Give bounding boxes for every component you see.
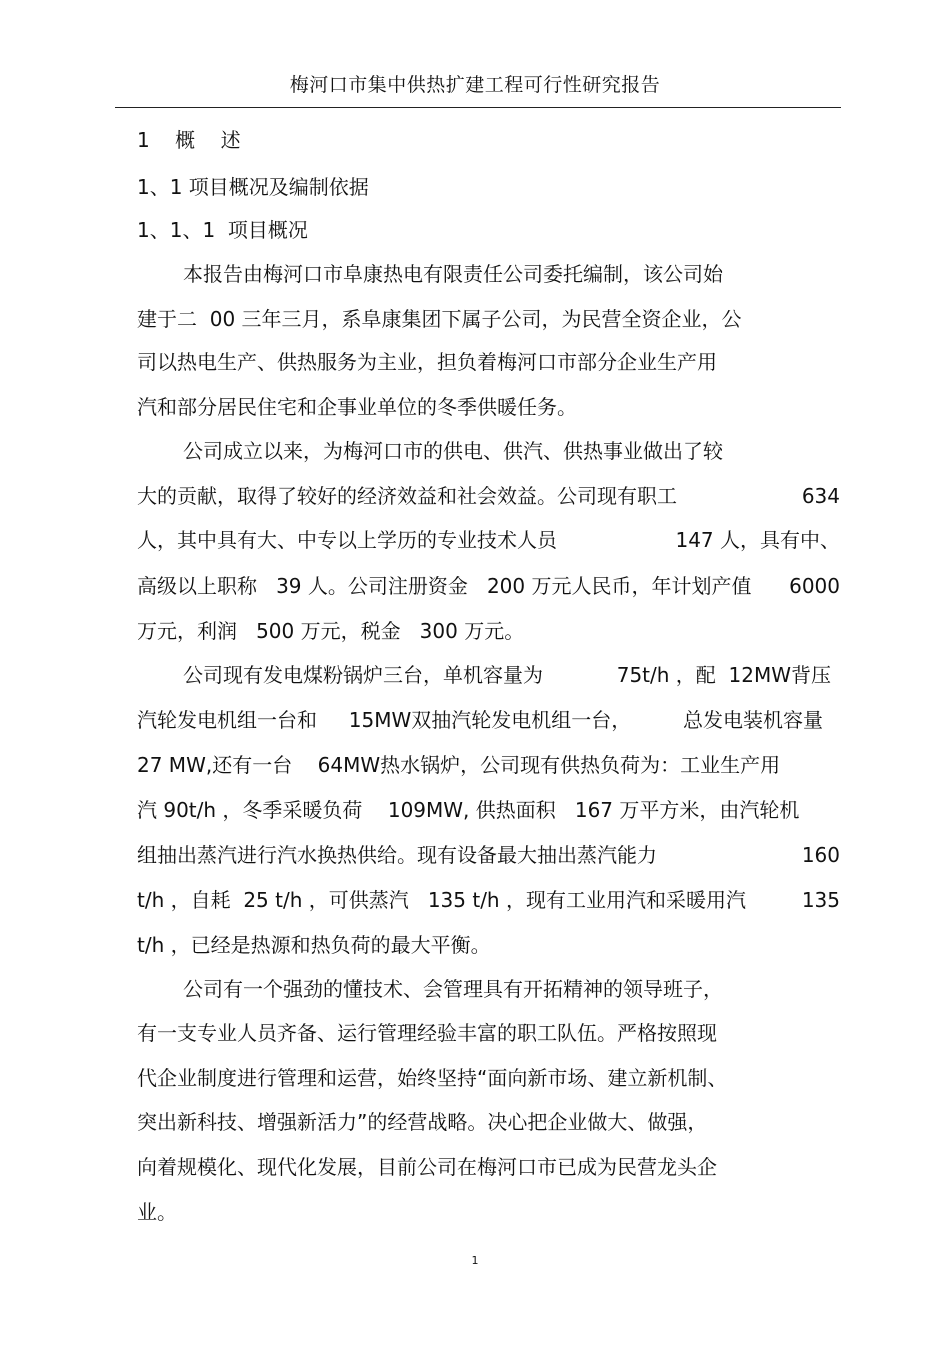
paragraph-line: 有一支专业人员齐备、运行管理经验丰富的职工队伍。严格按照现 — [137, 1021, 717, 1045]
line-number: 135 — [801, 888, 840, 912]
paragraph-line — [137, 845, 840, 865]
line-text: 组抽出蒸汽进行汽水换热供给。现有设备最大抽出蒸汽能力 — [137, 843, 657, 867]
line-text: 公司现有发电煤粉锅炉三台，单机容量为 — [183, 663, 543, 687]
header-rule — [115, 107, 841, 108]
paragraph-line: 汽 90t/h ，冬季采暖负荷 109MW, 供热面积 167 万平方米，由汽轮机 — [137, 798, 800, 822]
section-heading: 1、1 项目概况及编制依据 — [137, 175, 369, 199]
running-header: 梅河口市集中供热扩建工程可行性研究报告 — [289, 74, 661, 96]
paragraph-line — [183, 665, 831, 685]
paragraph-line — [137, 890, 840, 910]
paragraph-line — [137, 486, 840, 506]
subsection-heading: 1、1、1 项目概况 — [137, 218, 308, 242]
line-text: t/h ，自耗 25 t/h ，可供蒸汽 135 t/h ，现有工业用汽和采暖用汽 — [137, 888, 746, 912]
paragraph-line: 汽和部分居民住宅和企事业单位的冬季供暖任务。 — [137, 395, 577, 419]
paragraph-line: 司以热电生产、供热服务为主业，担负着梅河口市部分企业生产用 — [137, 350, 717, 374]
line-number: 160 — [801, 843, 840, 867]
paragraph-line: 突出新科技、增强新活力”的经营战略。决心把企业做大、做强， — [137, 1110, 708, 1134]
line-text: 147 人，具有中、 — [675, 528, 840, 552]
paragraph-line: 本报告由梅河口市阜康热电有限责任公司委托编制，该公司始 — [183, 262, 723, 286]
paragraph-line: 代企业制度进行管理和运营，始终坚持“面向新市场、建立新机制、 — [137, 1066, 728, 1090]
line-text: 大的贡献，取得了较好的经济效益和社会效益。公司现有职工 — [137, 484, 677, 508]
line-text: 总发电装机容量 — [683, 708, 823, 732]
paragraph-line — [137, 530, 840, 550]
line-text: 75t/h ，配 12MW背压 — [616, 663, 831, 687]
paragraph-line: 向着规模化、现代化发展，目前公司在梅河口市已成为民营龙头企 — [137, 1155, 717, 1179]
page-number: 1 — [471, 1254, 479, 1267]
paragraph-line: 公司有一个强劲的懂技术、会管理具有开拓精神的领导班子， — [183, 977, 723, 1001]
paragraph-line: 万元，利润 500 万元，税金 300 万元。 — [137, 619, 525, 643]
line-number: 6000 — [789, 574, 840, 598]
paragraph-line: 公司成立以来，为梅河口市的供电、供汽、供热事业做出了较 — [183, 439, 723, 463]
line-text: 汽轮发电机组一台和 15MW双抽汽轮发电机组一台， — [137, 708, 632, 732]
paragraph-line: 业。 — [137, 1200, 177, 1224]
line-text: 高级以上职称 39 人。公司注册资金 200 万元人民币，年计划产值 — [137, 574, 752, 598]
line-number: 634 — [801, 484, 840, 508]
paragraph-line: 建于二 00 三年三月，系阜康集团下属子公司，为民营全资企业，公 — [137, 307, 742, 331]
chapter-heading: 1 概 述 — [137, 128, 241, 152]
paragraph-line: t/h ，已经是热源和热负荷的最大平衡。 — [137, 933, 491, 957]
paragraph-line — [137, 576, 840, 596]
paragraph-line — [137, 710, 823, 730]
line-text: 人，其中具有大、中专以上学历的专业技术人员 — [137, 528, 557, 552]
paragraph-line: 27 MW,还有一台 64MW热水锅炉，公司现有供热负荷为：工业生产用 — [137, 753, 781, 777]
